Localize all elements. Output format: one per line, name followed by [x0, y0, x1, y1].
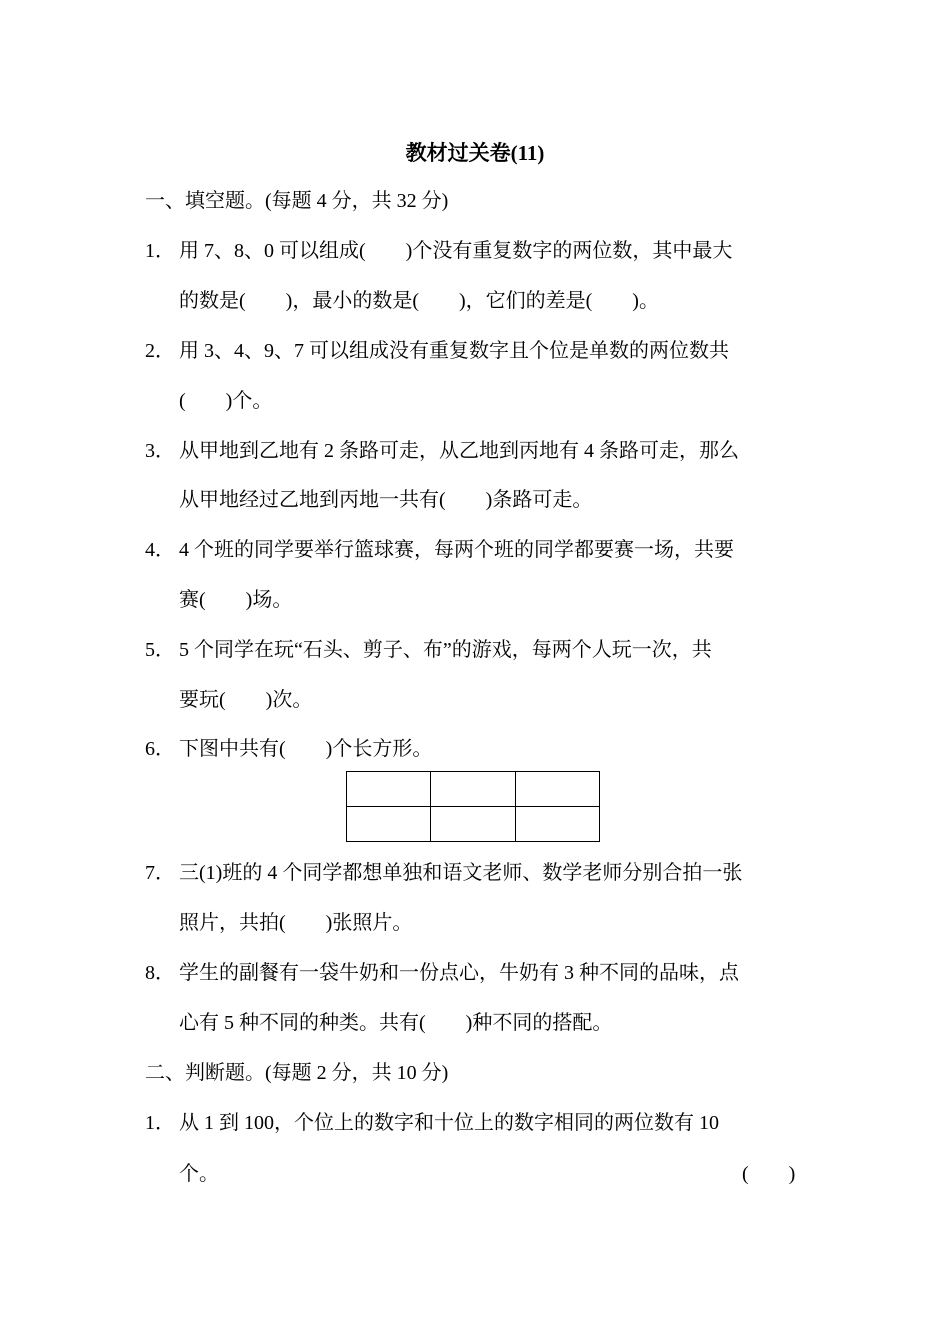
question-4-continued: 赛( )场。 [179, 589, 293, 611]
question-text: 用 7、8、0 可以组成( )个没有重复数字的两位数，其中最大 [179, 240, 733, 262]
question-number: 1． [145, 240, 175, 262]
question-2-continued: ( )个。 [179, 390, 273, 412]
question-8-continued: 心有 5 种不同的种类。共有( )种不同的搭配。 [179, 1012, 613, 1034]
question-text: 从甲地到乙地有 2 条路可走，从乙地到丙地有 4 条路可走，那么 [179, 440, 739, 462]
judge-question-1 [145, 1108, 719, 1138]
question-number: 1． [145, 1112, 175, 1134]
question-3-continued: 从甲地经过乙地到丙地一共有( )条路可走。 [179, 489, 593, 511]
question-5 [145, 635, 712, 665]
question-text: 下图中共有( )个长方形。 [179, 738, 433, 760]
question-number: 5． [145, 639, 175, 661]
question-text: 5 个同学在玩“石头、剪子、布”的游戏，每两个人玩一次，共 [179, 639, 712, 661]
judge-question-1-continued: 个。 [179, 1163, 219, 1185]
question-5-continued: 要玩( )次。 [179, 689, 313, 711]
question-text: 三(1)班的 4 个同学都想单独和语文老师、数学老师分别合拍一张 [179, 862, 743, 884]
answer-bracket: ( ) [742, 1163, 796, 1185]
grid-cell [515, 772, 599, 807]
question-1-continued: 的数是( )，最小的数是( )，它们的差是( )。 [179, 290, 659, 312]
grid-cell [347, 772, 431, 807]
paper-title: 教材过关卷(11) [405, 141, 545, 165]
question-number: 8． [145, 962, 175, 984]
grid-cell [515, 807, 599, 842]
question-number: 6． [145, 738, 175, 760]
question-6 [145, 734, 432, 764]
section-heading-fill-blank: 一、填空题。(每题 4 分，共 32 分) [145, 190, 449, 212]
question-text: 从 1 到 100，个位上的数字和十位上的数字相同的两位数有 10 [179, 1112, 719, 1134]
section-heading-true-false: 二、判断题。(每题 2 分，共 10 分) [145, 1062, 449, 1084]
question-number: 4． [145, 539, 175, 561]
question-8 [145, 958, 739, 988]
rectangle-grid-figure [346, 771, 600, 842]
grid-cell [347, 807, 431, 842]
question-text: 4 个班的同学要举行篮球赛，每两个班的同学都要赛一场，共要 [179, 539, 734, 561]
question-7-continued: 照片，共拍( )张照片。 [179, 912, 413, 934]
question-4 [145, 535, 734, 565]
question-number: 7． [145, 862, 175, 884]
question-3 [145, 436, 739, 466]
question-1 [145, 236, 732, 266]
question-7 [145, 858, 742, 888]
question-number: 2． [145, 340, 175, 362]
grid-cell [431, 807, 515, 842]
question-text: 学生的副餐有一袋牛奶和一份点心，牛奶有 3 种不同的品味，点 [179, 962, 739, 984]
question-number: 3． [145, 440, 175, 462]
question-2 [145, 336, 729, 366]
grid-cell [431, 772, 515, 807]
question-text: 用 3、4、9、7 可以组成没有重复数字且个位是单数的两位数共 [179, 340, 729, 362]
